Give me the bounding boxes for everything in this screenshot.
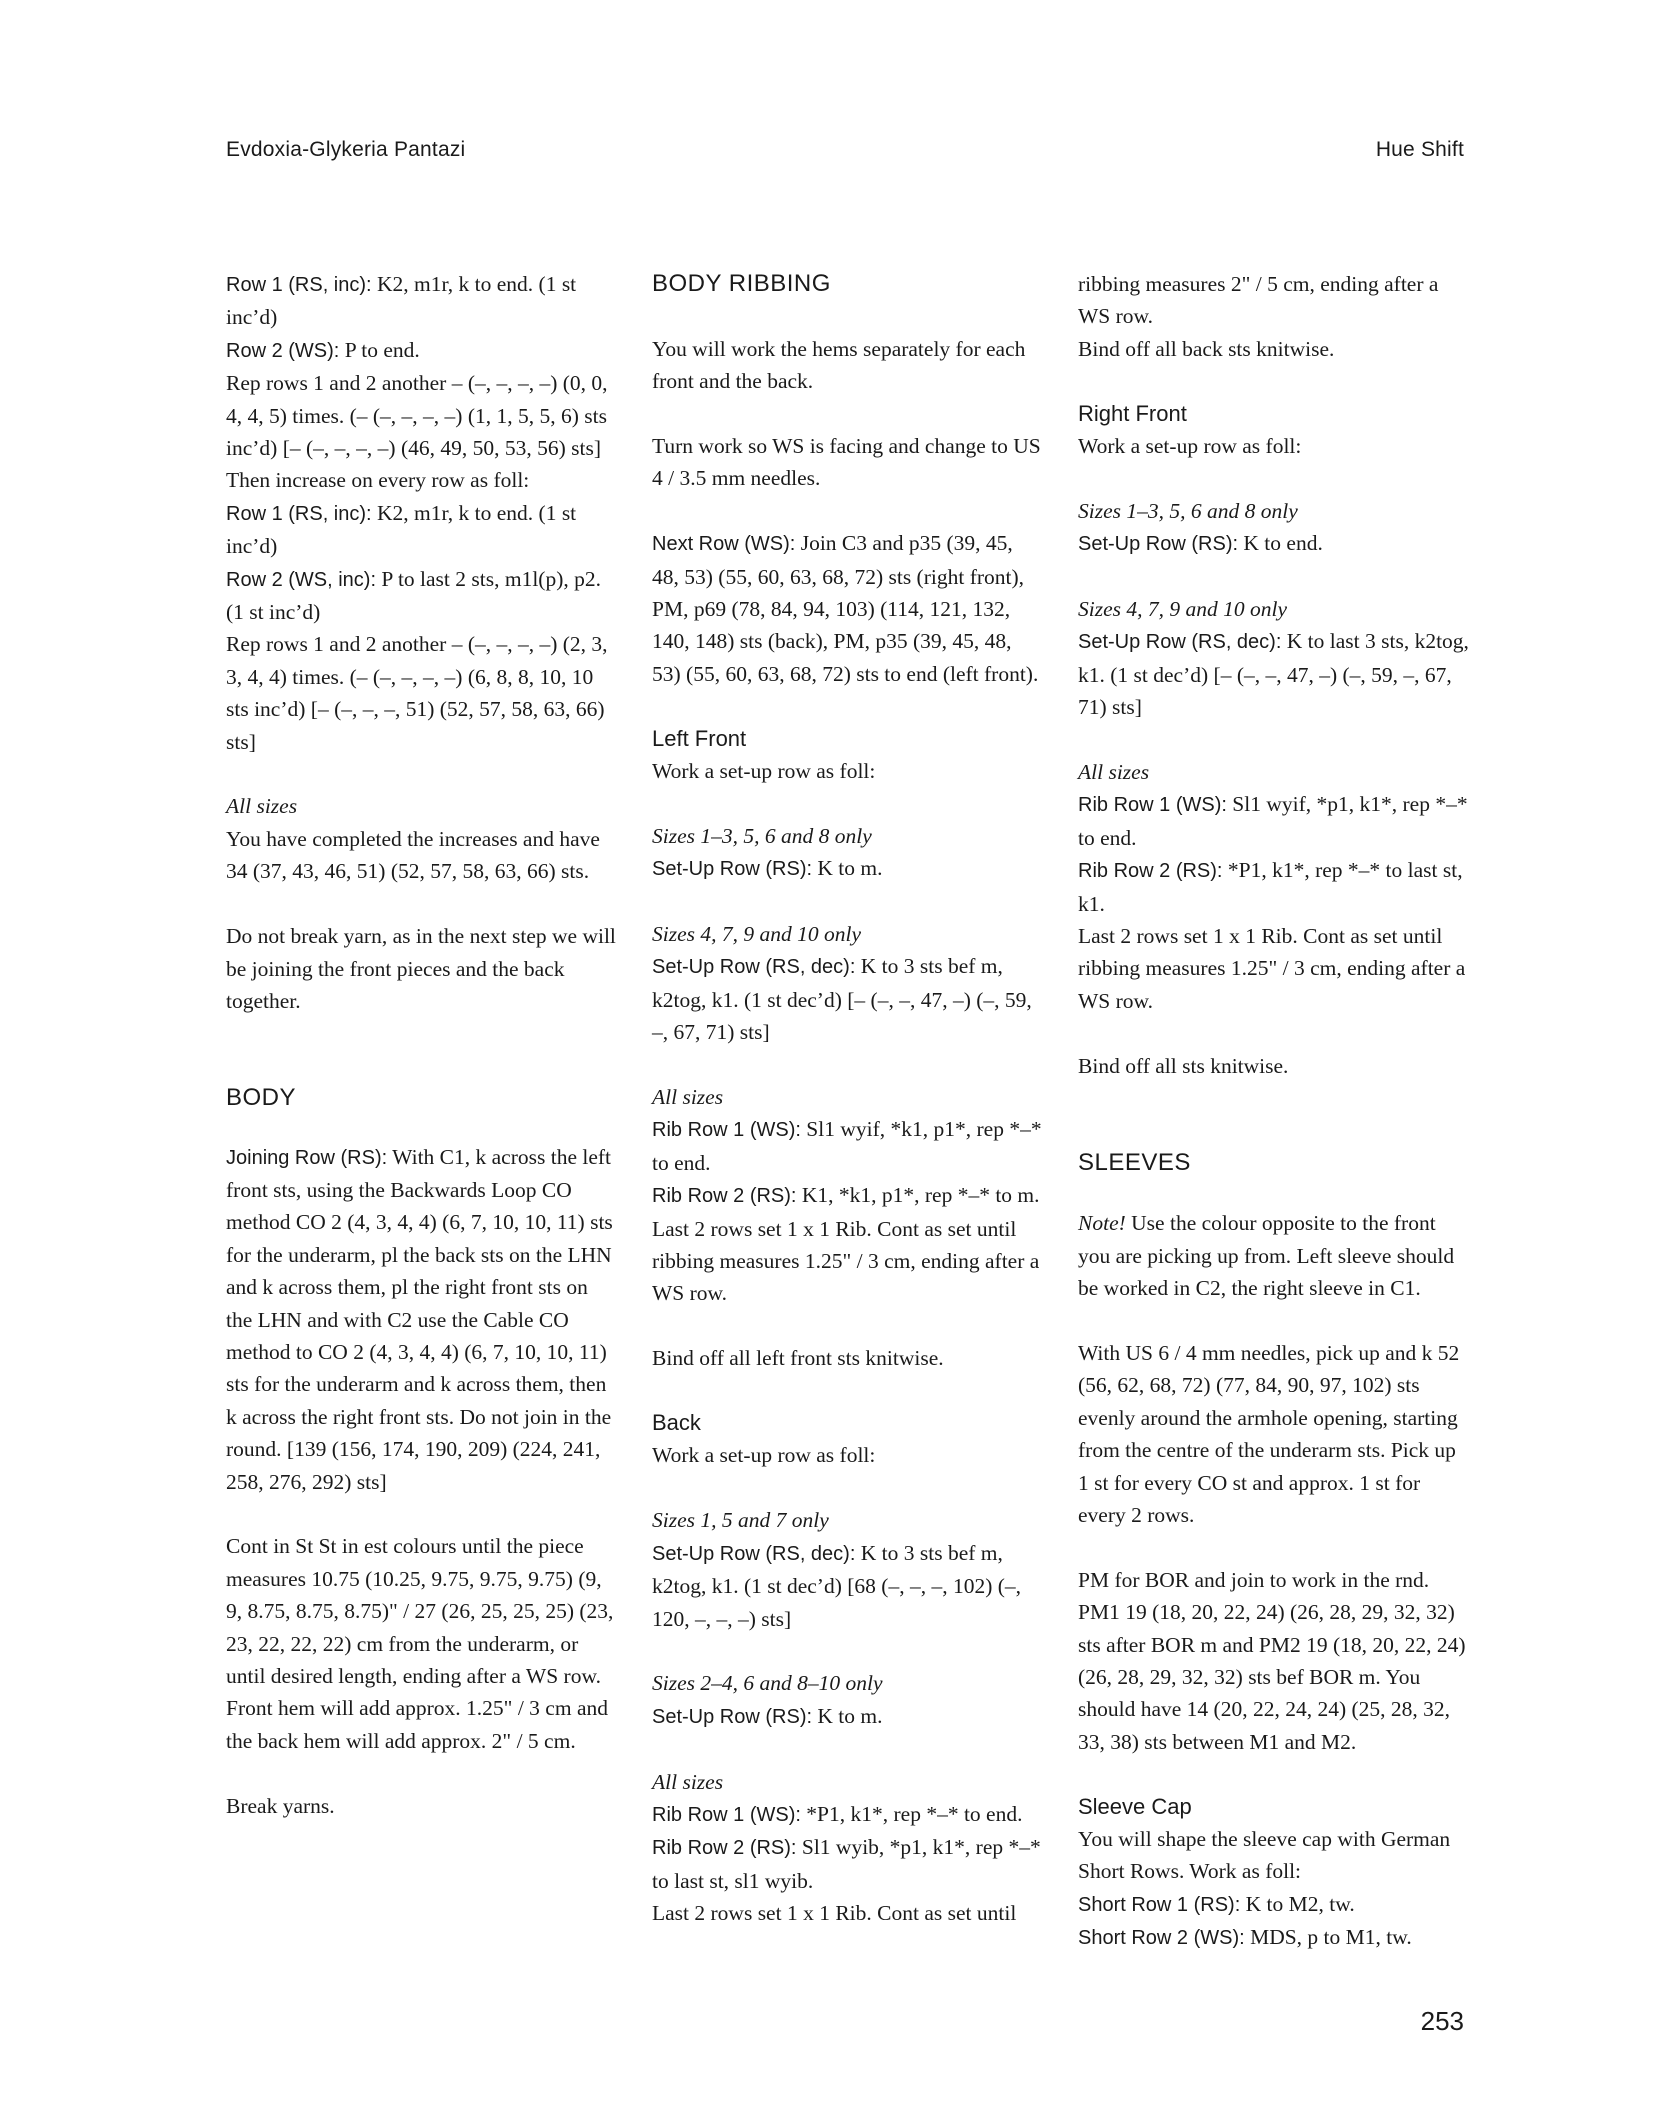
instruction-row <box>226 563 618 629</box>
paragraph: Do not break yarn, as in the next step we will be joining the front pieces and the back together. <box>226 924 616 1013</box>
instruction-row <box>652 1537 1044 1635</box>
row-text: K2, m1r, k to end. (1 st inc’d) <box>226 272 577 330</box>
instruction-row <box>1078 1921 1470 1954</box>
instruction-row <box>652 527 1044 690</box>
row-text: K to m. <box>812 856 883 881</box>
instruction-row <box>226 268 618 334</box>
row-text: MDS, p to M1, tw. <box>1244 1925 1412 1950</box>
row-label: Row 2 (WS, inc): <box>226 568 377 591</box>
paragraph <box>1078 1207 1470 1304</box>
section-heading-sleeves: SLEEVES <box>1078 1148 1191 1176</box>
paragraph: Last 2 rows set 1 x 1 Rib. Cont as set until ribbing measures 1.25" / 3 cm, ending after a WS row. <box>1078 924 1466 1013</box>
paragraph: Bind off all sts knitwise. <box>1078 1053 1289 1078</box>
row-text: P to end. <box>339 337 420 362</box>
row-text: K to M2, tw. <box>1240 1891 1355 1916</box>
row-label: Rib Row 1 (WS): <box>652 1119 801 1142</box>
instruction-row <box>226 334 618 367</box>
row-text: K to m. <box>812 1703 883 1728</box>
column-middle <box>652 268 1044 1930</box>
paragraph: Break yarns. <box>226 1793 335 1818</box>
size-note: Sizes 1–3, 5, 6 and 8 only <box>652 823 872 848</box>
size-note: All sizes <box>226 794 298 819</box>
row-label: Short Row 2 (WS): <box>1078 1927 1245 1950</box>
instruction-row <box>1078 788 1470 854</box>
row-label: Set-Up Row (RS, dec): <box>652 1542 856 1565</box>
row-label: Rib Row 1 (WS): <box>1078 794 1227 817</box>
paragraph: ribbing measures 2" / 5 cm, ending after a WS row. <box>1078 272 1439 329</box>
note-text: Use the colour opposite to the front you are picking up from. Left sleeve should be worked in C2, the right sleeve in C1. <box>1078 1211 1455 1301</box>
row-label: Next Row (WS): <box>652 533 796 556</box>
row-text: K1, *k1, p1*, rep *–* to m. <box>796 1183 1040 1208</box>
size-note: All sizes <box>652 1085 724 1110</box>
size-note: Sizes 1, 5 and 7 only <box>652 1508 829 1533</box>
paragraph: Turn work so WS is facing and change to US 4 / 3.5 mm needles. <box>652 434 1041 491</box>
row-label: Set-Up Row (RS): <box>652 858 813 881</box>
size-note: All sizes <box>652 1769 724 1794</box>
instruction-row <box>1078 527 1470 560</box>
paragraph: You have completed the increases and have 34 (37, 43, 46, 51) (52, 57, 58, 63, 66) sts. <box>226 826 600 884</box>
row-label: Row 1 (RS, inc): <box>226 502 372 525</box>
paragraph: Bind off all left front sts knitwise. <box>652 1346 944 1371</box>
row-label: Joining Row (RS): <box>226 1146 388 1169</box>
instruction-row <box>652 1113 1044 1179</box>
section-heading-body-ribbing: BODY RIBBING <box>652 270 831 297</box>
paragraph: You will shape the sleeve cap with German Short Rows. Work as foll: <box>1078 1826 1451 1884</box>
row-text: K to 3 sts bef m, k2tog, k1. (1 st dec’d) [– (–, –, 47, –) (–, 59, –, 67, 71) sts] <box>652 954 1032 1045</box>
subheading-back: Back <box>652 1410 701 1436</box>
instruction-row <box>652 1831 1044 1897</box>
size-note: Sizes 2–4, 6 and 8–10 only <box>652 1671 883 1696</box>
paragraph: Last 2 rows set 1 x 1 Rib. Cont as set until <box>652 1901 1017 1926</box>
row-text: *P1, k1*, rep *–* to end. <box>800 1801 1023 1826</box>
row-text: Join C3 and p35 (39, 45, 48, 53) (55, 60, 63, 68, 72) sts (right front), PM, p69 (78, 84, 94, 103) (114, 121, 132, 140, 148) sts (back), PM, p35 (39, 45, 48, 53) (55, 60, 63, 68, 72) sts to end (left front). <box>652 531 1039 686</box>
row-label: Row 2 (WS): <box>226 339 340 362</box>
instruction-row <box>652 1700 1044 1733</box>
paragraph: With US 6 / 4 mm needles, pick up and k 52 (56, 62, 68, 72) (77, 84, 90, 97, 102) sts evenly around the armhole opening, starting from the centre of the underarm sts. Pick up 1 st for every CO st and approx. 1 st for every 2 rows. <box>1078 1340 1460 1527</box>
row-label: Rib Row 2 (RS): <box>1078 860 1223 883</box>
size-note: All sizes <box>1078 760 1150 785</box>
row-text: With C1, k across the left front sts, using the Backwards Loop CO method CO 2 (4, 3, 4, 4) (6, 7, 10, 10, 11) sts for the underarm, pl the back sts on the LHN and k across them, pl the right front sts on the LHN and with C2 use the Cable CO method to CO 2 (4, 3, 4, 4) (6, 7, 10, 10, 11) sts for the underarm and k across them, then k across the right front sts. Do not join in the round. [139 (156, 174, 190, 209) (224, 241, 258, 276, 292) sts] <box>226 1144 613 1494</box>
paragraph: Then increase on every row as foll: <box>226 468 530 493</box>
instruction-row <box>1078 854 1470 920</box>
instruction-row <box>1078 625 1470 723</box>
column-right <box>1078 268 1470 1955</box>
row-label: Row 1 (RS, inc): <box>226 274 372 296</box>
paragraph: Bind off all back sts knitwise. <box>1078 336 1335 361</box>
row-text: *P1, k1*, rep *–* to last st, k1. <box>1078 858 1463 916</box>
row-label: Rib Row 1 (WS): <box>652 1803 801 1826</box>
running-header-author: Evdoxia-Glykeria Pantazi <box>226 138 466 161</box>
paragraph: PM for BOR and join to work in the rnd. PM1 19 (18, 20, 22, 24) (26, 28, 29, 32, 32) sts after BOR m and PM2 19 (18, 20, 22, 24) (26, 28, 29, 32, 32) sts bef BOR m. You should have 14 (20, 22, 24, 24) (25, 28, 32, 33, 38) sts between M1 and M2. <box>1078 1567 1466 1754</box>
paragraph: Rep rows 1 and 2 another – (–, –, –, –) (2, 3, 3, 4, 4) times. (– (–, –, –, –) (6, 8, 8, 10, 10 sts inc’d) [– (–, –, –, 51) (52, 57, 58, 63, 66) sts] <box>226 632 608 754</box>
row-label: Rib Row 2 (RS): <box>652 1185 797 1208</box>
paragraph: Work a set-up row as foll: <box>652 759 876 784</box>
row-label: Set-Up Row (RS): <box>1078 533 1239 556</box>
row-text: K to 3 sts bef m, k2tog, k1. (1 st dec’d) [68 (–, –, –, 102) (–, 120, –, –, –) sts] <box>652 1540 1022 1631</box>
note-label: Note! <box>1078 1211 1126 1236</box>
column-left <box>226 268 618 1822</box>
row-text: Sl1 wyif, *p1, k1*, rep *–* to end. <box>1078 792 1468 850</box>
instruction-row <box>1078 1888 1470 1921</box>
paragraph: Work a set-up row as foll: <box>1078 434 1302 459</box>
size-note: Sizes 4, 7, 9 and 10 only <box>1078 597 1288 622</box>
subheading-left-front: Left Front <box>652 725 747 751</box>
instruction-row <box>652 1179 1044 1212</box>
row-text: P to last 2 sts, m1l(p), p2. (1 st inc’d) <box>226 566 601 625</box>
instruction-row <box>652 950 1044 1048</box>
running-header-title: Hue Shift <box>1375 138 1464 161</box>
row-text: K2, m1r, k to end. (1 st inc’d) <box>226 500 577 559</box>
row-text: K to end. <box>1238 531 1323 556</box>
size-note: Sizes 1–3, 5, 6 and 8 only <box>1078 498 1298 523</box>
subheading-right-front: Right Front <box>1078 400 1187 426</box>
paragraph: Last 2 rows set 1 x 1 Rib. Cont as set until ribbing measures 1.25" / 3 cm, ending after a WS row. <box>652 1216 1040 1306</box>
subheading-sleeve-cap: Sleeve Cap <box>1078 1793 1192 1819</box>
instruction-row <box>652 1798 1044 1831</box>
instruction-row <box>226 497 618 563</box>
row-text: Sl1 wyif, *k1, p1*, rep *–* to end. <box>652 1117 1042 1175</box>
size-note: Sizes 4, 7, 9 and 10 only <box>652 922 862 947</box>
section-heading-body: BODY <box>226 1084 297 1112</box>
paragraph: You will work the hems separately for each front and the back. <box>652 336 1026 394</box>
paragraph: Work a set-up row as foll: <box>652 1443 876 1468</box>
instruction-row <box>226 1141 618 1498</box>
paragraph: Rep rows 1 and 2 another – (–, –, –, –) (0, 0, 4, 4, 5) times. (– (–, –, –, –) (1, 1, 5, 5, 6) sts inc’d) [– (–, –, –, –) (46, 49, 50, 53, 56) sts] <box>226 371 608 461</box>
row-label: Set-Up Row (RS, dec): <box>1078 631 1282 654</box>
row-label: Set-Up Row (RS): <box>652 1705 813 1728</box>
row-text: Sl1 wyib, *p1, k1*, rep *–* to last st, sl1 wyib. <box>652 1835 1041 1893</box>
row-text: K to last 3 sts, k2tog, k1. (1 st dec’d) [– (–, –, 47, –) (–, 59, –, 67, 71) sts] <box>1078 629 1469 720</box>
row-label: Set-Up Row (RS, dec): <box>652 956 856 979</box>
row-label: Rib Row 2 (RS): <box>652 1837 797 1860</box>
row-label: Short Row 1 (RS): <box>1078 1893 1241 1916</box>
page-number: 253 <box>1420 2006 1464 2036</box>
instruction-row <box>652 852 1044 885</box>
paragraph: Cont in St St in est colours until the piece measures 10.75 (10.25, 9.75, 9.75, 9.75) (9, 9, 8.75, 8.75, 8.75)" / 27 (26, 25, 25, 25) (23, 23, 22, 22, 22) cm from the underarm, or until desired length, ending after a WS row. Front hem will add approx. 1.25" / 3 cm and the back hem will add approx. 2" / 5 cm. <box>226 1534 614 1753</box>
